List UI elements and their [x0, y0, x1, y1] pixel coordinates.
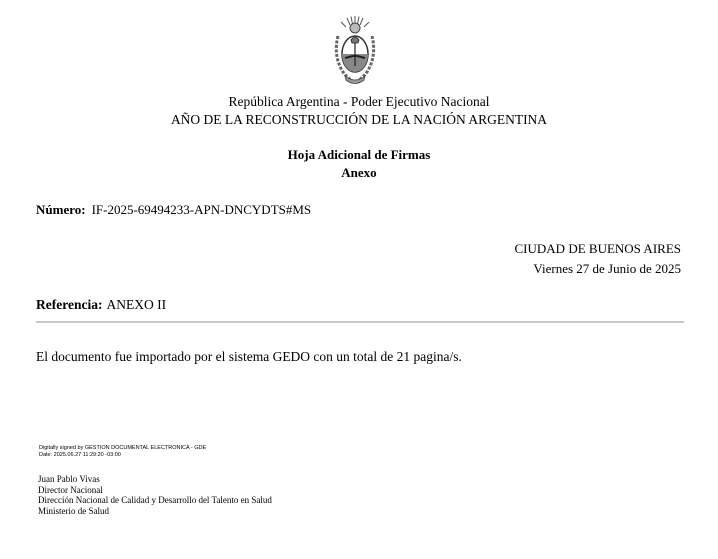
reference-label: Referencia: [36, 297, 103, 312]
digital-signature-signed-by: Digitally signed by GESTION DOCUMENTAL ELECTRONICA - GDE [39, 445, 207, 451]
document-title: Hoja Adicional de Firmas [287, 147, 431, 162]
header-year-motto: AÑO DE LA RECONSTRUCCIÓN DE LA NACIÓN ARGENTINA [170, 112, 548, 127]
section-divider [36, 321, 684, 323]
body-paragraph: El documento fue importado por el sistema GEDO con un total de 21 pagina/s. [36, 349, 462, 364]
document-reference [36, 296, 166, 313]
digital-signature-stamp [39, 445, 206, 458]
signer-office: Dirección Nacional de Calidad y Desarrollo del Talento en Salud [38, 495, 272, 505]
reference-value: ANEXO II [106, 297, 167, 312]
document-number-label: Número: [36, 202, 86, 217]
signer-role: Director Nacional [38, 484, 103, 495]
signer-block [38, 474, 272, 516]
coat-of-arms-icon [331, 14, 379, 90]
document-city: CIUDAD DE BUENOS AIRES [514, 241, 681, 256]
signer-name: Juan Pablo Vivas [38, 474, 100, 484]
document-number-value: IF-2025-69494233-APN-DNCYDTS#MS [91, 202, 312, 217]
signer-ministry: Ministerio de Salud [38, 505, 109, 516]
header-republic-line: República Argentina - Poder Ejecutivo Nacional [228, 94, 490, 109]
document-subtitle: Anexo [341, 165, 377, 180]
document-date: Viernes 27 de Junio de 2025 [533, 261, 681, 276]
digital-signature-date: Date: 2025.06.27 11:29:20 -03:00 [39, 451, 121, 458]
document-number [36, 202, 311, 218]
